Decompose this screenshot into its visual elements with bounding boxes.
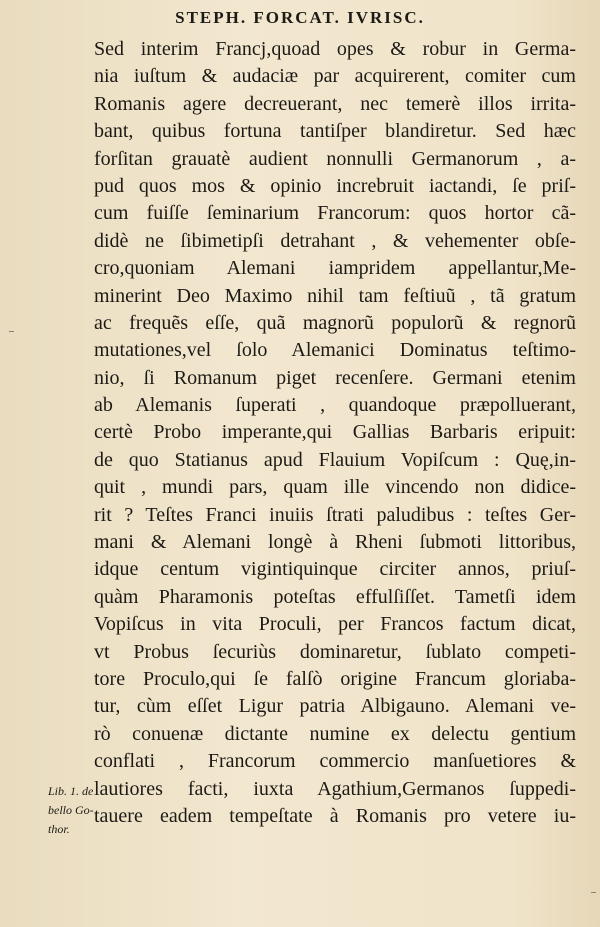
text-line: idque centum vigintiquinque circiter annos, priuſ- (94, 558, 576, 581)
text-line: forſitan grauatè audient nonnulli Germanorum , a- (94, 147, 576, 170)
text-line: mutationes,vel ſolo Alemanici Dominatus teſtimo- (94, 339, 576, 362)
text-line: mani & Alemani longè à Rheni ſubmoti littoribus, (94, 531, 576, 554)
marginal-note-line: thor. (48, 822, 70, 836)
ink-speck (591, 892, 596, 893)
text-line: ab Alemanis ſuperati , quandoque præpolluerant, (94, 394, 576, 417)
text-line: cum fuiſſe ſeminarium Francorum: quos hortor cã- (94, 202, 576, 225)
text-line: certè Probo imperante,qui Gallias Barbaris eripuit: (94, 421, 576, 444)
text-line: quàm Pharamonis poteſtas effulſiſſet. Tametſi idem (94, 585, 576, 608)
text-line: vt Probus ſecuriùs dominaretur, ſublato competi- (94, 640, 576, 663)
text-line: cro,quoniam Alemani iampridem appellantur,Me- (94, 257, 576, 280)
text-line: bant, quibus fortuna tantiſper blandiretur. Sed hæc (94, 120, 576, 143)
text-line: Romanis agere decreuerant, nec temerè illos irrita- (94, 92, 576, 115)
text-line: de quo Statianus apud Flauium Vopiſcum : Quę,in- (94, 448, 576, 471)
text-line: tauere eadem tempeſtate à Romanis pro vetere iu- (94, 804, 576, 827)
text-line: Vopiſcus in vita Proculi, per Francos factum dicat, (94, 613, 576, 636)
marginal-note-line: Lib. 1. de (48, 784, 94, 798)
text-line: quit , mundi pars, quam ille vincendo non didice- (94, 476, 576, 499)
text-line: pud quos mos & opinio increbruit iactandi, ſe priſ- (94, 174, 576, 197)
text-line: nia iuſtum & audaciæ par acquirerent, comiter cum (94, 65, 576, 88)
marginal-note (48, 782, 114, 839)
ink-speck (9, 331, 14, 332)
text-line: Sed interim Francj,quoad opes & robur in Germa- (94, 38, 576, 60)
text-line: didè ne ſibimetipſi detrahant , & vehementer obſe- (94, 229, 576, 252)
text-line: tore Proculo,qui ſe falſò origine Francum gloriaba- (94, 667, 576, 690)
marginal-note-line: bello Go- (48, 803, 94, 817)
running-head: STEPH. FORCAT. IVRISC. (175, 8, 425, 27)
text-line: ac frequẽs eſſe, quã magnorũ populorũ & regnorũ (94, 311, 576, 334)
text-line: rò conuenæ dictante numine ex delectu gentium (94, 722, 576, 745)
text-line: minerint Deo Maximo nihil tam feſtiuũ , tã gratum (94, 284, 576, 307)
text-line: nio, ſi Romanum piget recenſere. Germani etenim (94, 366, 576, 389)
body-text (94, 36, 576, 830)
text-line: lautiores facti, iuxta Agathium,Germanos ſuppedi- (94, 777, 576, 800)
text-line: rit ? Teſtes Franci inuiis ſtrati paludibus : teſtes Ger- (94, 503, 576, 526)
text-line: conflati , Francorum commercio manſuetiores & (94, 750, 576, 773)
text-line: tur, cùm eſſet Ligur patria Albigauno. Alemani ve- (94, 695, 576, 718)
